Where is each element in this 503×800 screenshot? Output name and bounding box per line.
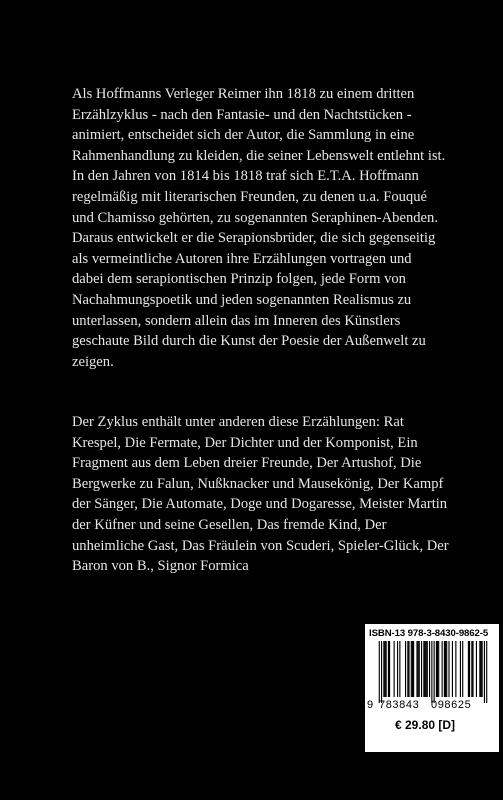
blurb-line: dabei dem serapiontischen Prinzip folgen, jede Form von: [72, 271, 406, 288]
blurb-line: Der Zyklus enthält unter anderen diese Erzählungen: Rat: [72, 414, 404, 430]
barcode-bars: [373, 641, 493, 703]
barcode-bar: [379, 641, 380, 703]
isbn-label: ISBN-13 978-3-8430-9862-5: [369, 628, 489, 639]
barcode-bar: [437, 641, 438, 697]
blurb-paragraph-1: [72, 84, 477, 372]
barcode-bar: [427, 641, 428, 697]
barcode-digit-group-1: 783843: [379, 699, 420, 711]
blurb-line: Als Hoffmanns Verleger Reimer ihn 1818 zu einem dritten: [72, 86, 415, 102]
blurb-line: und Chamisso gehörten, zu sogenannten Seraphinen-Abenden.: [72, 209, 438, 226]
barcode-bar: [397, 641, 398, 697]
barcode-bar: [436, 641, 437, 697]
barcode-bar: [455, 641, 456, 697]
barcode-bar: [381, 641, 382, 703]
blurb-line: unterlassen, sondern allein das im Inneren des Künstlers: [72, 312, 401, 329]
blurb-line: unheimliche Gast, Das Fräulein von Scuderi, Spieler-Glück, Der: [72, 537, 449, 554]
price-label: € 29.80 [D]: [395, 718, 456, 732]
barcode-bar: [426, 641, 427, 697]
blurb-line: Krespel, Die Fermate, Der Dichter und der Komponist, Ein: [72, 434, 418, 451]
barcode-bar: [388, 641, 389, 697]
barcode-bar: [434, 641, 435, 703]
barcode-bar: [424, 641, 425, 697]
barcode-bar: [412, 641, 413, 697]
barcode-bar: [413, 641, 414, 697]
barcode-bar: [421, 641, 422, 697]
barcode-bar: [418, 641, 419, 697]
barcode-bar: [408, 641, 409, 697]
barcode-bar: [407, 641, 408, 697]
blurb-line: als vermeintliche Autoren ihre Erzählungen vortragen und: [72, 250, 412, 267]
barcode-bar: [468, 641, 469, 697]
blurb-paragraph-2: [72, 412, 477, 577]
barcode-digit-group-2: 098625: [431, 699, 472, 711]
barcode-digit-first: 9: [367, 699, 374, 711]
blurb-line: der Küfner und seine Gesellen, Das fremde Kind, Der: [72, 516, 387, 533]
barcode-bar: [431, 641, 432, 703]
barcode-bar: [460, 641, 461, 697]
barcode-bar: [399, 641, 400, 697]
blurb-line: Daraus entwickelt er die Serapionsbrüder, die sich gegenseitig: [72, 230, 436, 247]
barcode-bar: [480, 641, 481, 697]
blurb-line: In den Jahren von 1814 bis 1818 traf sich E.T.A. Hoffmann: [72, 168, 419, 185]
barcode-bar: [484, 641, 485, 703]
barcode-bar: [445, 641, 446, 697]
barcode-bar: [405, 641, 406, 697]
barcode-bar: [416, 641, 417, 697]
barcode-bar: [472, 641, 473, 697]
blurb-line: animiert, entscheidet sich der Autor, die Sammlung in eine: [72, 127, 415, 144]
barcode-bar: [438, 641, 439, 697]
blurb-line: regelmäßig mit literarischen Freunden, zu denen u.a. Fouqué: [72, 188, 428, 205]
barcode-bar: [479, 641, 480, 697]
barcode-bar: [482, 641, 483, 697]
barcode-bar: [476, 641, 477, 697]
barcode-bar: [471, 641, 472, 697]
barcode-bar: [448, 641, 449, 697]
barcode-panel: [365, 624, 499, 752]
barcode-bar: [446, 641, 447, 697]
barcode-bar: [386, 641, 387, 697]
barcode-bar: [389, 641, 390, 697]
barcode-bar: [444, 641, 445, 697]
barcode-bar: [384, 641, 385, 697]
barcode-bar: [486, 641, 487, 703]
barcode-bar: [442, 641, 443, 697]
barcode-bar: [383, 641, 384, 697]
blurb-line: Bergwerke zu Falun, Nußknacker und Mausekönig, Der Kampf: [72, 475, 444, 492]
barcode-bar: [394, 641, 395, 697]
barcode-bar: [469, 641, 470, 697]
barcode-bar: [429, 641, 430, 697]
blurb-line: Baron von B., Signor Formica: [72, 558, 249, 575]
barcode-bar: [419, 641, 420, 697]
blurb-line: der Sänger, Die Automate, Doge und Dogaresse, Meister Martin: [72, 496, 448, 513]
barcode-bar: [423, 641, 424, 697]
blurb-line: Rahmenhandlung zu kleiden, die seiner Lebenswelt entlehnt ist.: [72, 147, 446, 164]
barcode-bar: [462, 641, 463, 697]
barcode-bar: [452, 641, 453, 697]
barcode-bar: [411, 641, 412, 697]
blurb-line: geschaute Bild durch die Kunst der Poesie der Außenwelt zu: [72, 333, 426, 350]
blurb-line: Erzählzyklus - nach den Fantasie- und den Nachtstücken -: [72, 106, 412, 123]
blurb-line: zeigen.: [72, 353, 114, 370]
blurb-line: Fragment aus dem Leben dreier Freunde, Der Artushof, Die: [72, 455, 422, 472]
blurb-line: Nachahmungspoetik und jeden sogenannten Realismus zu: [72, 291, 412, 308]
